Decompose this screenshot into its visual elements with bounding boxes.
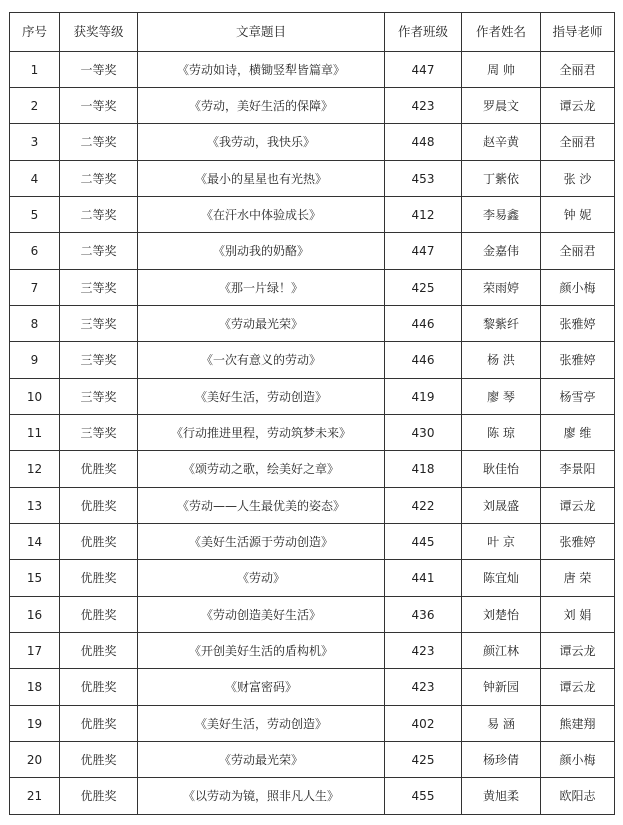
- cell-author: 颜江林: [462, 633, 541, 669]
- cell-teacher: 张雅婷: [541, 342, 615, 379]
- cell-level: 优胜奖: [60, 669, 138, 706]
- cell-class: 422: [385, 488, 462, 524]
- cell-title: 《颂劳动之歌，绘美好之章》: [138, 451, 385, 488]
- cell-author: 丁紫依: [462, 161, 541, 197]
- cell-level: 二等奖: [60, 197, 138, 233]
- cell-title: 《行动推进里程，劳动筑梦未来》: [138, 415, 385, 451]
- header-teacher: 指导老师: [541, 13, 615, 52]
- cell-teacher: 唐 荣: [541, 560, 615, 597]
- cell-level: 优胜奖: [60, 778, 138, 815]
- cell-title: 《劳动最光荣》: [138, 306, 385, 342]
- cell-class: 423: [385, 669, 462, 706]
- cell-level: 优胜奖: [60, 706, 138, 742]
- cell-level: 三等奖: [60, 415, 138, 451]
- table-row: [10, 633, 615, 669]
- cell-class: 453: [385, 161, 462, 197]
- cell-teacher: 全丽君: [541, 52, 615, 88]
- cell-class: 430: [385, 415, 462, 451]
- cell-no: 17: [10, 633, 60, 669]
- cell-class: 402: [385, 706, 462, 742]
- cell-class: 455: [385, 778, 462, 815]
- cell-title: 《一次有意义的劳动》: [138, 342, 385, 379]
- table-row: [10, 778, 615, 815]
- table-row: [10, 706, 615, 742]
- awards-table: [9, 12, 615, 815]
- cell-level: 优胜奖: [60, 451, 138, 488]
- cell-no: 16: [10, 597, 60, 633]
- cell-author: 罗晨文: [462, 88, 541, 124]
- table-row: [10, 342, 615, 379]
- cell-no: 8: [10, 306, 60, 342]
- cell-no: 5: [10, 197, 60, 233]
- cell-title: 《劳动》: [138, 560, 385, 597]
- table-row: [10, 52, 615, 88]
- table-row: [10, 669, 615, 706]
- cell-class: 425: [385, 270, 462, 306]
- cell-no: 12: [10, 451, 60, 488]
- cell-teacher: 张雅婷: [541, 524, 615, 560]
- cell-no: 3: [10, 124, 60, 161]
- table-row: [10, 488, 615, 524]
- cell-title: 《财富密码》: [138, 669, 385, 706]
- cell-teacher: 张 沙: [541, 161, 615, 197]
- cell-level: 三等奖: [60, 306, 138, 342]
- cell-class: 423: [385, 88, 462, 124]
- table-row: [10, 524, 615, 560]
- cell-author: 易 涵: [462, 706, 541, 742]
- cell-title: 《劳动——人生最优美的姿态》: [138, 488, 385, 524]
- cell-title: 《在汗水中体验成长》: [138, 197, 385, 233]
- table-row: [10, 197, 615, 233]
- cell-author: 金嘉伟: [462, 233, 541, 270]
- cell-no: 1: [10, 52, 60, 88]
- cell-title: 《美好生活源于劳动创造》: [138, 524, 385, 560]
- cell-author: 荣雨婷: [462, 270, 541, 306]
- cell-level: 优胜奖: [60, 742, 138, 778]
- table-header: [10, 13, 615, 52]
- table-row: [10, 560, 615, 597]
- cell-author: 周 帅: [462, 52, 541, 88]
- cell-teacher: 杨雪亭: [541, 379, 615, 415]
- cell-class: 446: [385, 342, 462, 379]
- cell-teacher: 张雅婷: [541, 306, 615, 342]
- cell-teacher: 颜小梅: [541, 742, 615, 778]
- cell-class: 441: [385, 560, 462, 597]
- cell-class: 418: [385, 451, 462, 488]
- cell-class: 448: [385, 124, 462, 161]
- header-title: 文章题目: [138, 13, 385, 52]
- cell-teacher: 谭云龙: [541, 488, 615, 524]
- cell-author: 廖 琴: [462, 379, 541, 415]
- cell-class: 436: [385, 597, 462, 633]
- cell-no: 21: [10, 778, 60, 815]
- cell-level: 二等奖: [60, 233, 138, 270]
- header-level: 获奖等级: [60, 13, 138, 52]
- cell-title: 《那一片绿！》: [138, 270, 385, 306]
- cell-title: 《以劳动为镜，照非凡人生》: [138, 778, 385, 815]
- table-row: [10, 742, 615, 778]
- cell-class: 447: [385, 233, 462, 270]
- cell-level: 一等奖: [60, 52, 138, 88]
- cell-author: 刘楚怡: [462, 597, 541, 633]
- cell-level: 三等奖: [60, 379, 138, 415]
- cell-title: 《劳动，美好生活的保障》: [138, 88, 385, 124]
- cell-teacher: 全丽君: [541, 233, 615, 270]
- cell-no: 4: [10, 161, 60, 197]
- cell-author: 陈 琼: [462, 415, 541, 451]
- cell-level: 二等奖: [60, 161, 138, 197]
- cell-title: 《最小的星星也有光热》: [138, 161, 385, 197]
- table-row: [10, 306, 615, 342]
- cell-teacher: 全丽君: [541, 124, 615, 161]
- cell-class: 445: [385, 524, 462, 560]
- cell-title: 《美好生活，劳动创造》: [138, 706, 385, 742]
- cell-teacher: 廖 维: [541, 415, 615, 451]
- cell-teacher: 熊建翔: [541, 706, 615, 742]
- cell-title: 《开创美好生活的盾构机》: [138, 633, 385, 669]
- header-author: 作者姓名: [462, 13, 541, 52]
- table-row: [10, 233, 615, 270]
- table-row: [10, 415, 615, 451]
- cell-author: 黎紫纤: [462, 306, 541, 342]
- cell-title: 《劳动如诗，横锄竖犁皆篇章》: [138, 52, 385, 88]
- cell-no: 18: [10, 669, 60, 706]
- header-no: 序号: [10, 13, 60, 52]
- cell-author: 叶 京: [462, 524, 541, 560]
- cell-no: 2: [10, 88, 60, 124]
- table-row: [10, 88, 615, 124]
- cell-author: 李易鑫: [462, 197, 541, 233]
- cell-no: 19: [10, 706, 60, 742]
- table-row: [10, 124, 615, 161]
- cell-level: 优胜奖: [60, 633, 138, 669]
- cell-teacher: 钟 妮: [541, 197, 615, 233]
- cell-class: 412: [385, 197, 462, 233]
- table-row: [10, 379, 615, 415]
- cell-author: 刘晟盛: [462, 488, 541, 524]
- cell-level: 三等奖: [60, 342, 138, 379]
- cell-class: 423: [385, 633, 462, 669]
- cell-level: 优胜奖: [60, 560, 138, 597]
- cell-author: 耿佳怡: [462, 451, 541, 488]
- cell-author: 杨珍倩: [462, 742, 541, 778]
- header-row: [10, 13, 615, 52]
- cell-title: 《我劳动，我快乐》: [138, 124, 385, 161]
- cell-title: 《美好生活，劳动创造》: [138, 379, 385, 415]
- table-row: [10, 451, 615, 488]
- cell-no: 9: [10, 342, 60, 379]
- cell-no: 13: [10, 488, 60, 524]
- cell-level: 一等奖: [60, 88, 138, 124]
- cell-class: 446: [385, 306, 462, 342]
- cell-author: 钟新园: [462, 669, 541, 706]
- cell-level: 二等奖: [60, 124, 138, 161]
- cell-teacher: 欧阳志: [541, 778, 615, 815]
- cell-teacher: 颜小梅: [541, 270, 615, 306]
- cell-title: 《别动我的奶酪》: [138, 233, 385, 270]
- table-row: [10, 597, 615, 633]
- cell-author: 杨 洪: [462, 342, 541, 379]
- cell-teacher: 刘 娟: [541, 597, 615, 633]
- cell-teacher: 谭云龙: [541, 669, 615, 706]
- cell-no: 7: [10, 270, 60, 306]
- cell-teacher: 谭云龙: [541, 88, 615, 124]
- header-class: 作者班级: [385, 13, 462, 52]
- cell-author: 黄旭柔: [462, 778, 541, 815]
- table-body: [10, 52, 615, 815]
- cell-teacher: 谭云龙: [541, 633, 615, 669]
- cell-class: 425: [385, 742, 462, 778]
- cell-level: 优胜奖: [60, 488, 138, 524]
- cell-no: 15: [10, 560, 60, 597]
- table-row: [10, 161, 615, 197]
- cell-teacher: 李景阳: [541, 451, 615, 488]
- cell-class: 447: [385, 52, 462, 88]
- cell-title: 《劳动创造美好生活》: [138, 597, 385, 633]
- cell-title: 《劳动最光荣》: [138, 742, 385, 778]
- cell-no: 6: [10, 233, 60, 270]
- cell-no: 11: [10, 415, 60, 451]
- cell-level: 优胜奖: [60, 597, 138, 633]
- cell-author: 陈宜灿: [462, 560, 541, 597]
- table-row: [10, 270, 615, 306]
- cell-level: 三等奖: [60, 270, 138, 306]
- cell-class: 419: [385, 379, 462, 415]
- cell-no: 10: [10, 379, 60, 415]
- cell-author: 赵辛黄: [462, 124, 541, 161]
- cell-no: 14: [10, 524, 60, 560]
- cell-level: 优胜奖: [60, 524, 138, 560]
- cell-no: 20: [10, 742, 60, 778]
